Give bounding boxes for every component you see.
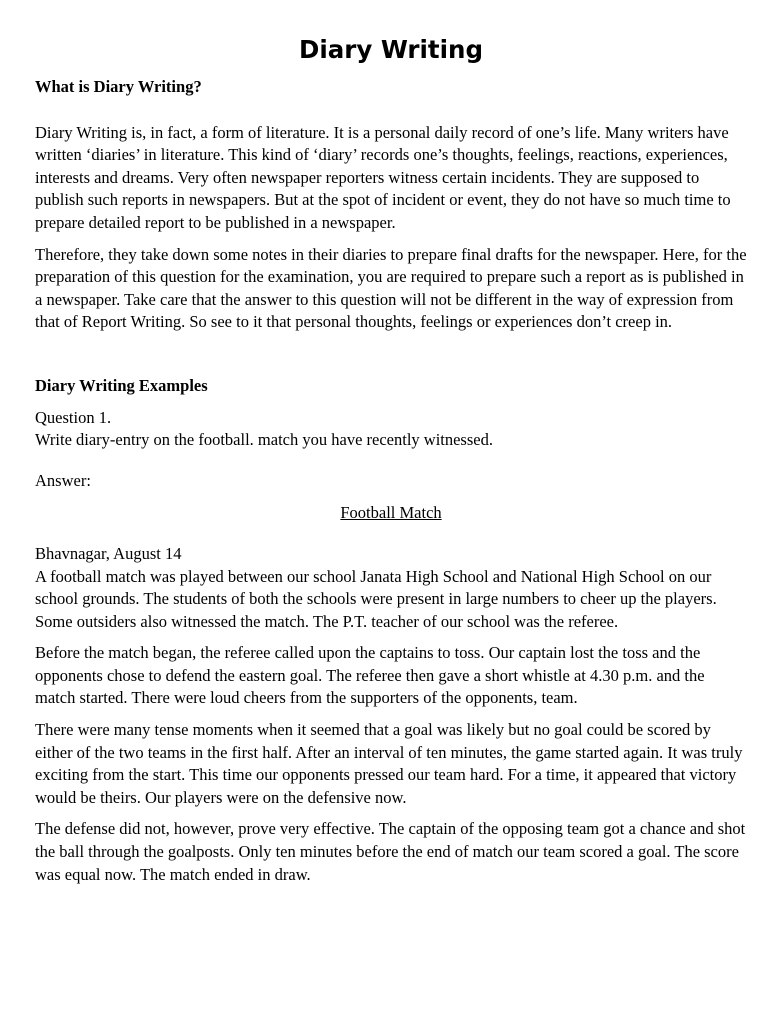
what-is-heading: What is Diary Writing? bbox=[35, 77, 202, 96]
story-paragraph-3: There were many tense moments when it seemed that a goal was likely but no goal could be scored by either of the two teams in the first half. After an interval of ten minutes, the game started again. It was truly exciting from the start. This time our opponents pressed our team hard. For a time, it appeared that victory would be theirs. Our players were on the defensive now. bbox=[35, 720, 743, 807]
story-title: Football Match bbox=[340, 503, 442, 523]
story-paragraph-2: Before the match began, the referee called upon the captains to toss. Our captain lost the toss and the opponents chose to defend the eastern goal. The referee then gave a short whistle at 4.30 p.m. and the match started. There were loud cheers from the supporters of the opponents, team. bbox=[35, 643, 705, 708]
question-text: Write diary-entry on the football. match you have recently witnessed. bbox=[35, 430, 493, 450]
answer-label: Answer: bbox=[35, 470, 91, 490]
question-label: Question 1. bbox=[35, 407, 112, 427]
intro-paragraph-2: Therefore, they take down some notes in their diaries to prepare final drafts for the newspaper. Here, for the preparation of this question for the examination, you are required to prepare such a report as is published in a newspaper. Take care that the answer to this question will not be different in the way of expression from that of Report Writing. So see to it that personal thoughts, feelings or experiences don’t creep in. bbox=[35, 244, 747, 332]
intro-paragraph-1: Diary Writing is, in fact, a form of literature. It is a personal daily record of one’s life. Many writers have written ‘diaries’ in literature. This kind of ‘diary’ records one’s thoughts, feelings, reactions, experiences, interests and dreams. Very often newspaper reporters witness certain incidents. They are supposed to publish such reports in newspapers. But at the spot of incident or event, they do not have so much time to prepare detailed report to be published in a newspaper. bbox=[35, 122, 731, 232]
story-paragraph-1: A football match was played between our school Janata High School and National High School on our school grounds. The students of both the schools were present in large numbers to cheer up the players. Some outsiders also witnessed the match. The P.T. teacher of our school was the referee. bbox=[35, 566, 717, 631]
examples-heading: Diary Writing Examples bbox=[35, 375, 208, 395]
document-title: Diary Writing bbox=[298, 35, 483, 64]
document-page bbox=[35, 34, 747, 886]
story-paragraph-4: The defense did not, however, prove very effective. The captain of the opposing team got a chance and shot the ball through the goalposts. Only ten minutes before the end of match our team scored a goal. The score was equal now. The match ended in draw. bbox=[35, 819, 746, 884]
dateline: Bhavnagar, August 14 bbox=[35, 543, 182, 563]
